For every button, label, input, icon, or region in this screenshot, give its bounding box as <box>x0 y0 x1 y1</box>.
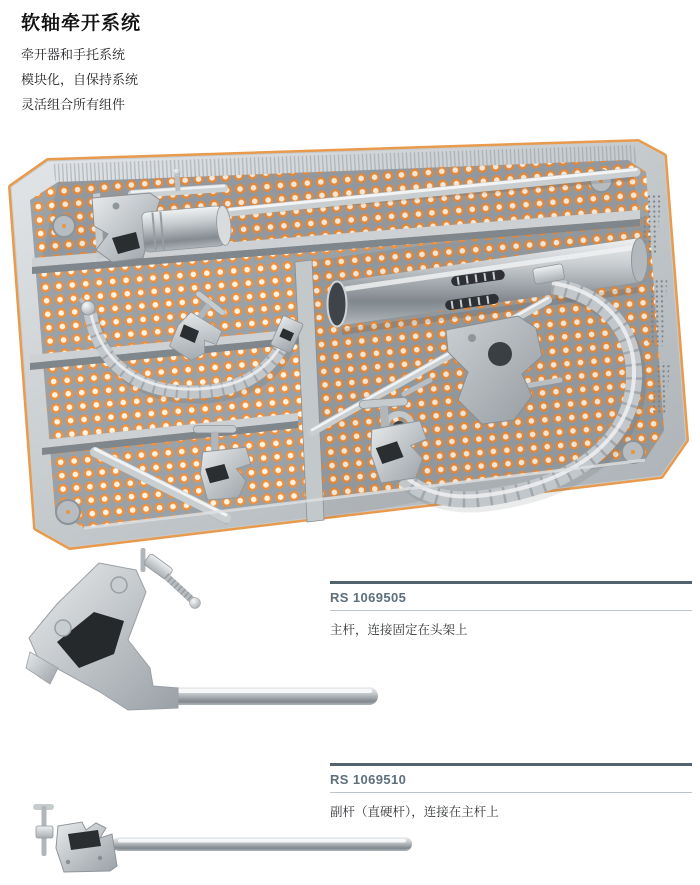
page-title: 软轴牵开系统 <box>21 13 142 34</box>
product-code: RS 1069510 <box>330 772 407 787</box>
product-description: 主杆，连接固定在头架上 <box>330 623 468 637</box>
section-rule-top <box>330 581 692 584</box>
section-rule-bottom <box>330 792 692 793</box>
product-description: 副杆（直硬杆），连接在主杆上 <box>330 805 499 819</box>
main-rod-clamp-photo <box>10 545 410 740</box>
product-section <box>330 763 692 820</box>
product-code: RS 1069505 <box>330 590 407 605</box>
product-section <box>330 581 692 638</box>
subtitle-line: 模块化，自保持系统 <box>21 72 139 87</box>
subtitle-line: 牵开器和手托系统 <box>21 47 126 62</box>
instrument-tray-photo <box>0 130 700 565</box>
subtitle-line: 灵活组合所有组件 <box>21 97 126 112</box>
subtitle-block <box>21 42 138 117</box>
section-rule-top <box>330 763 692 766</box>
section-rule-bottom <box>330 610 692 611</box>
